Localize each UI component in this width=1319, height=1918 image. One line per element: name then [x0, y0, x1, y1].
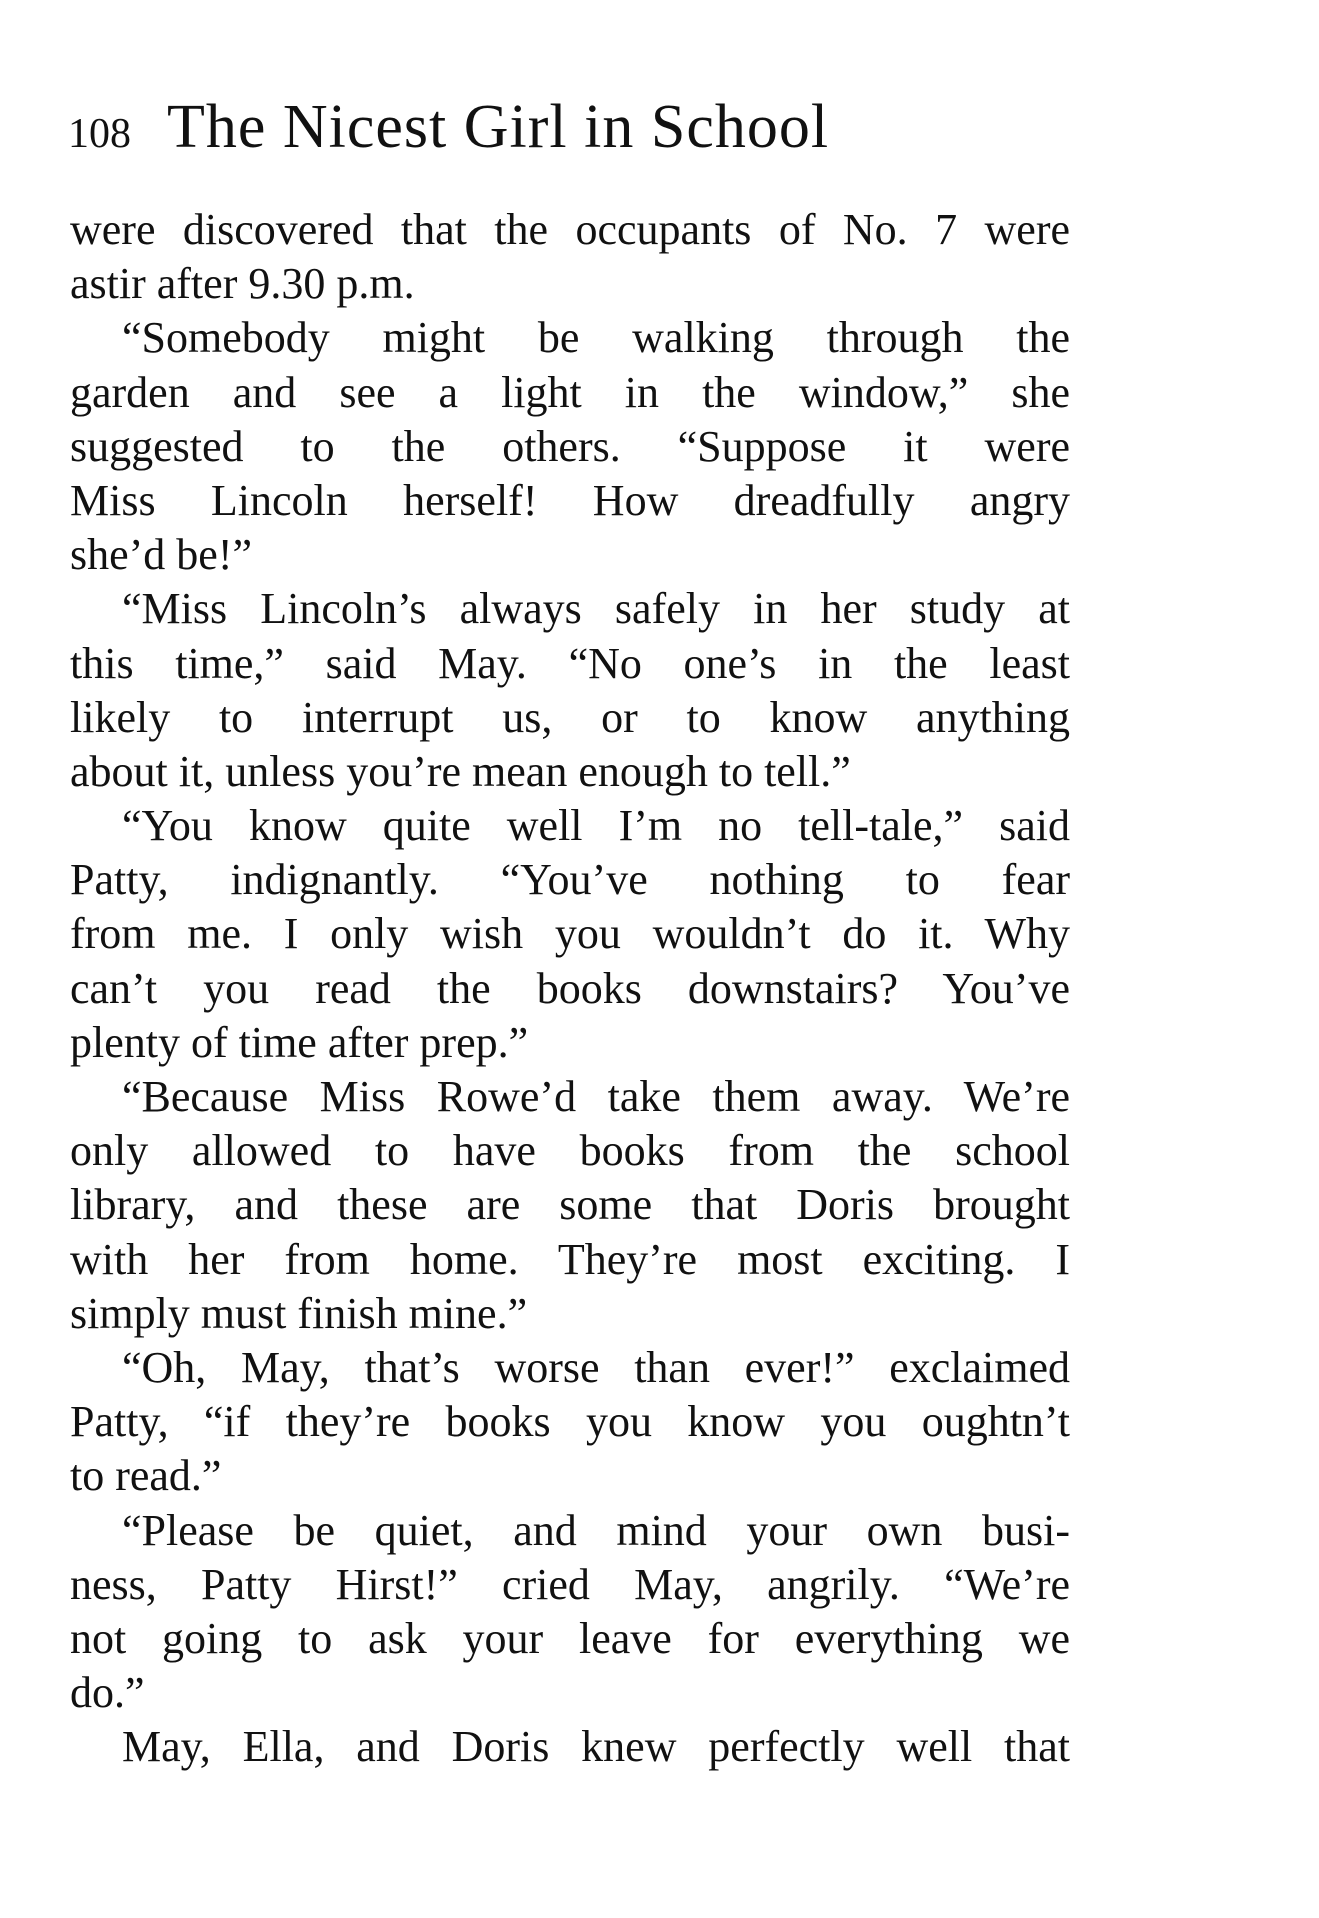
text-line: were discovered that the occupants of No. 7 were: [70, 205, 1070, 254]
text-line: to read.”: [70, 1451, 222, 1501]
page-number: 108: [68, 111, 131, 157]
text-line: simply must finish mine.”: [70, 1288, 528, 1338]
text-line: can’t you read the books downstairs? You’ve: [70, 963, 1070, 1013]
text-line: suggested to the others. “Suppose it were: [70, 421, 1070, 471]
text-line: about it, unless you’re mean enough to tell.”: [70, 746, 851, 796]
text-line: “You know quite well I’m no tell-tale,” said: [122, 801, 1070, 851]
text-line: do.”: [70, 1668, 145, 1718]
text-line: she’d be!”: [70, 530, 253, 580]
text-line: Patty, indignantly. “You’ve nothing to fear: [70, 855, 1070, 905]
running-head: [68, 92, 1088, 172]
text-line: “Please be quiet, and mind your own busi-: [122, 1505, 1070, 1555]
text-line: “Miss Lincoln’s always safely in her study at: [122, 584, 1070, 634]
text-line: May, Ella, and Doris knew perfectly well that: [122, 1722, 1070, 1772]
text-line: this time,” said May. “No one’s in the least: [70, 638, 1070, 688]
text-line: Miss Lincoln herself! How dreadfully angry: [70, 475, 1070, 525]
text-line: “Because Miss Rowe’d take them away. We’re: [122, 1072, 1070, 1121]
text-line: Patty, “if they’re books you know you oughtn’t: [70, 1397, 1070, 1447]
text-line: not going to ask your leave for everything we: [70, 1613, 1070, 1663]
book-title: The Nicest Girl in School: [167, 93, 830, 161]
text-line: “Somebody might be walking through the: [122, 313, 1070, 363]
text-line: library, and these are some that Doris brought: [70, 1180, 1070, 1230]
body-text: [70, 203, 1070, 1774]
text-line: “Oh, May, that’s worse than ever!” exclaimed: [122, 1342, 1070, 1392]
text-line: ness, Patty Hirst!” cried May, angrily. “We’re: [70, 1559, 1070, 1609]
text-line: with her from home. They’re most exciting. I: [70, 1234, 1070, 1284]
text-line: only allowed to have books from the school: [70, 1126, 1070, 1176]
text-line: from me. I only wish you wouldn’t do it. Why: [70, 909, 1070, 959]
text-line: garden and see a light in the window,” she: [70, 367, 1070, 417]
text-line: likely to interrupt us, or to know anything: [70, 692, 1070, 742]
text-line: plenty of time after prep.”: [70, 1017, 529, 1067]
text-line: astir after 9.30 p.m.: [70, 259, 415, 309]
